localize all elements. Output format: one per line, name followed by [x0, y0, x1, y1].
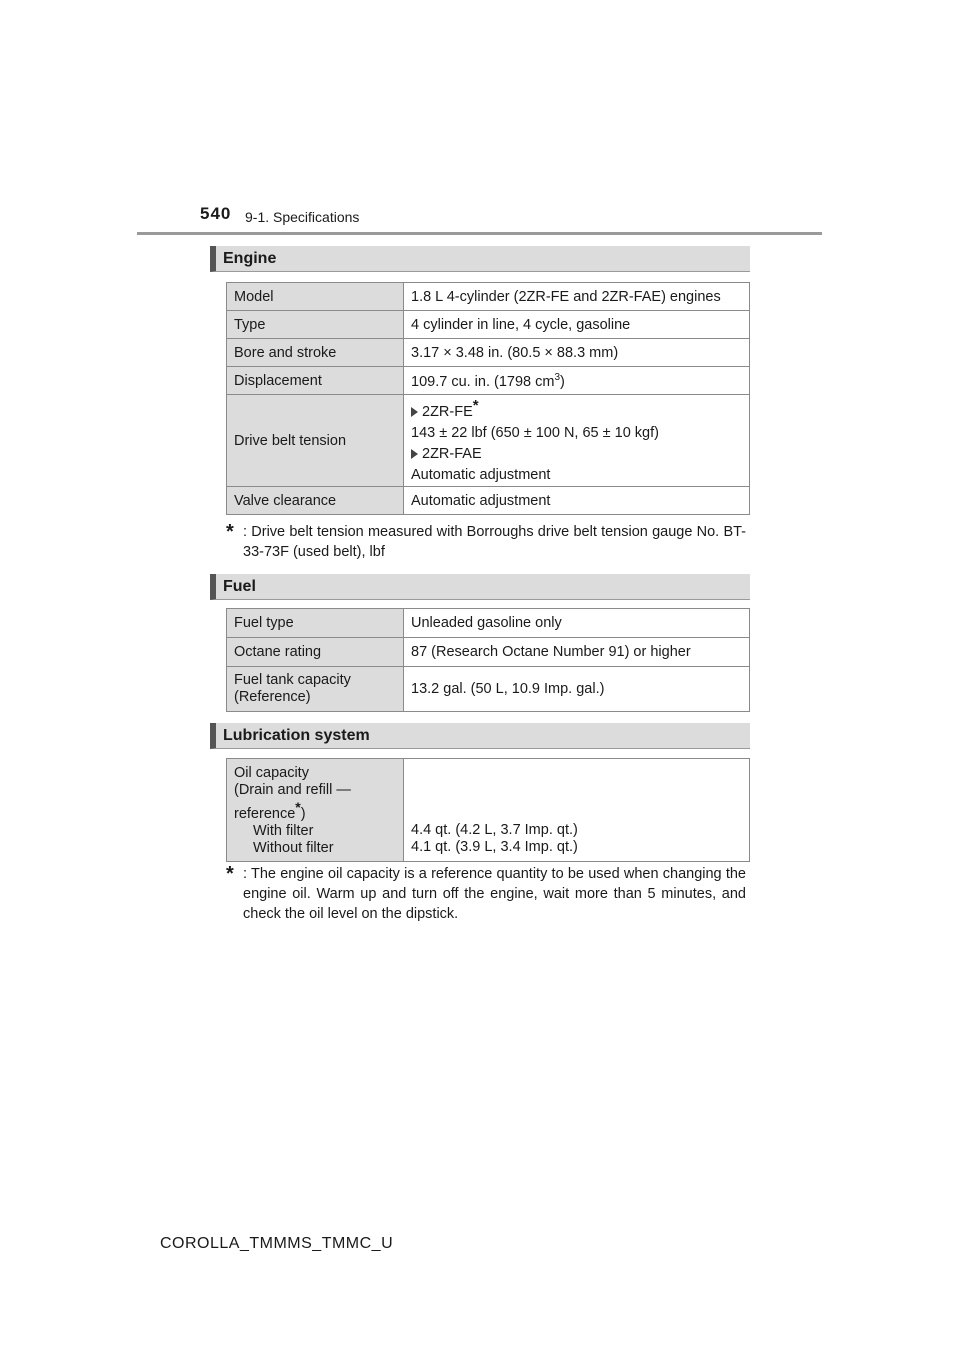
- row-value: [404, 395, 750, 487]
- belt-line-auto: Automatic adjustment: [411, 466, 551, 483]
- table-row: [227, 638, 750, 667]
- fuel-table: [226, 608, 750, 712]
- engine-table: [226, 282, 750, 515]
- row-value: 3.17 × 3.48 in. (80.5 × 88.3 mm): [404, 339, 750, 367]
- table-row: [227, 311, 750, 339]
- triangle-bullet-icon: [411, 449, 418, 459]
- row-label: Fuel tank capacity (Reference): [227, 667, 404, 712]
- row-value: Automatic adjustment: [404, 487, 750, 515]
- row-value: 109.7 cu. in. (1798 $cm^3$): [404, 367, 750, 395]
- row-label: Fuel type: [227, 609, 404, 638]
- table-row: [227, 339, 750, 367]
- row-label: Model: [227, 283, 404, 311]
- table-row: [227, 367, 750, 395]
- row-label: Bore and stroke: [227, 339, 404, 367]
- document-id: COROLLA_TMMMS_TMMC_U: [160, 1235, 394, 1252]
- row-label: Valve clearance: [227, 487, 404, 515]
- row-label: Displacement: [227, 367, 404, 395]
- table-row: [227, 487, 750, 515]
- lubrication-table: [226, 758, 750, 862]
- lubrication-footnote: * : The engine oil capacity is a reference quantity to be used when changing the engine oil. Warm up and turn off the engine, wait more than 5 minutes, and check the oil level on the dipstick.: [226, 863, 746, 922]
- row-label: Oil capacity (Drain and refill — reference*) With filter Without filter: [227, 759, 404, 862]
- row-value: 4.4 qt. (4.2 L, 3.7 Imp. qt.) 4.1 qt. (3.9 L, 3.4 Imp. qt.): [404, 759, 750, 862]
- belt-line-2zr-fe: 2ZR-FE*: [411, 395, 742, 423]
- belt-line-2zr-fae: 2ZR-FAE: [411, 444, 742, 465]
- row-value: 1.8 L 4-cylinder (2ZR-FE and 2ZR-FAE) engines: [404, 283, 750, 311]
- belt-line-tension: 143 ± 22 lbf (650 ± 100 N, 65 ± 10 kgf): [411, 424, 659, 441]
- table-row: [227, 395, 750, 487]
- triangle-bullet-icon: [411, 407, 418, 417]
- row-label: Octane rating: [227, 638, 404, 667]
- row-value: 4 cylinder in line, 4 cycle, gasoline: [404, 311, 750, 339]
- page-number: 540: [200, 204, 232, 223]
- row-label: Drive belt tension: [227, 395, 404, 487]
- section-title-fuel: Fuel: [210, 574, 750, 600]
- table-row: [227, 759, 750, 862]
- row-label: Type: [227, 311, 404, 339]
- table-row: [227, 609, 750, 638]
- breadcrumb: 9-1. Specifications: [245, 209, 360, 225]
- header-rule: [137, 232, 822, 235]
- row-value: 87 (Research Octane Number 91) or higher: [404, 638, 750, 667]
- row-value: Unleaded gasoline only: [404, 609, 750, 638]
- engine-footnote: * : Drive belt tension measured with Borroughs drive belt tension gauge No. BT-33-73F (used belt), lbf: [226, 521, 746, 560]
- section-title-engine: Engine: [210, 246, 750, 272]
- table-row: [227, 667, 750, 712]
- table-row: [227, 283, 750, 311]
- section-title-lubrication: Lubrication system: [210, 723, 750, 749]
- row-value: 13.2 gal. (50 L, 10.9 Imp. gal.): [404, 667, 750, 712]
